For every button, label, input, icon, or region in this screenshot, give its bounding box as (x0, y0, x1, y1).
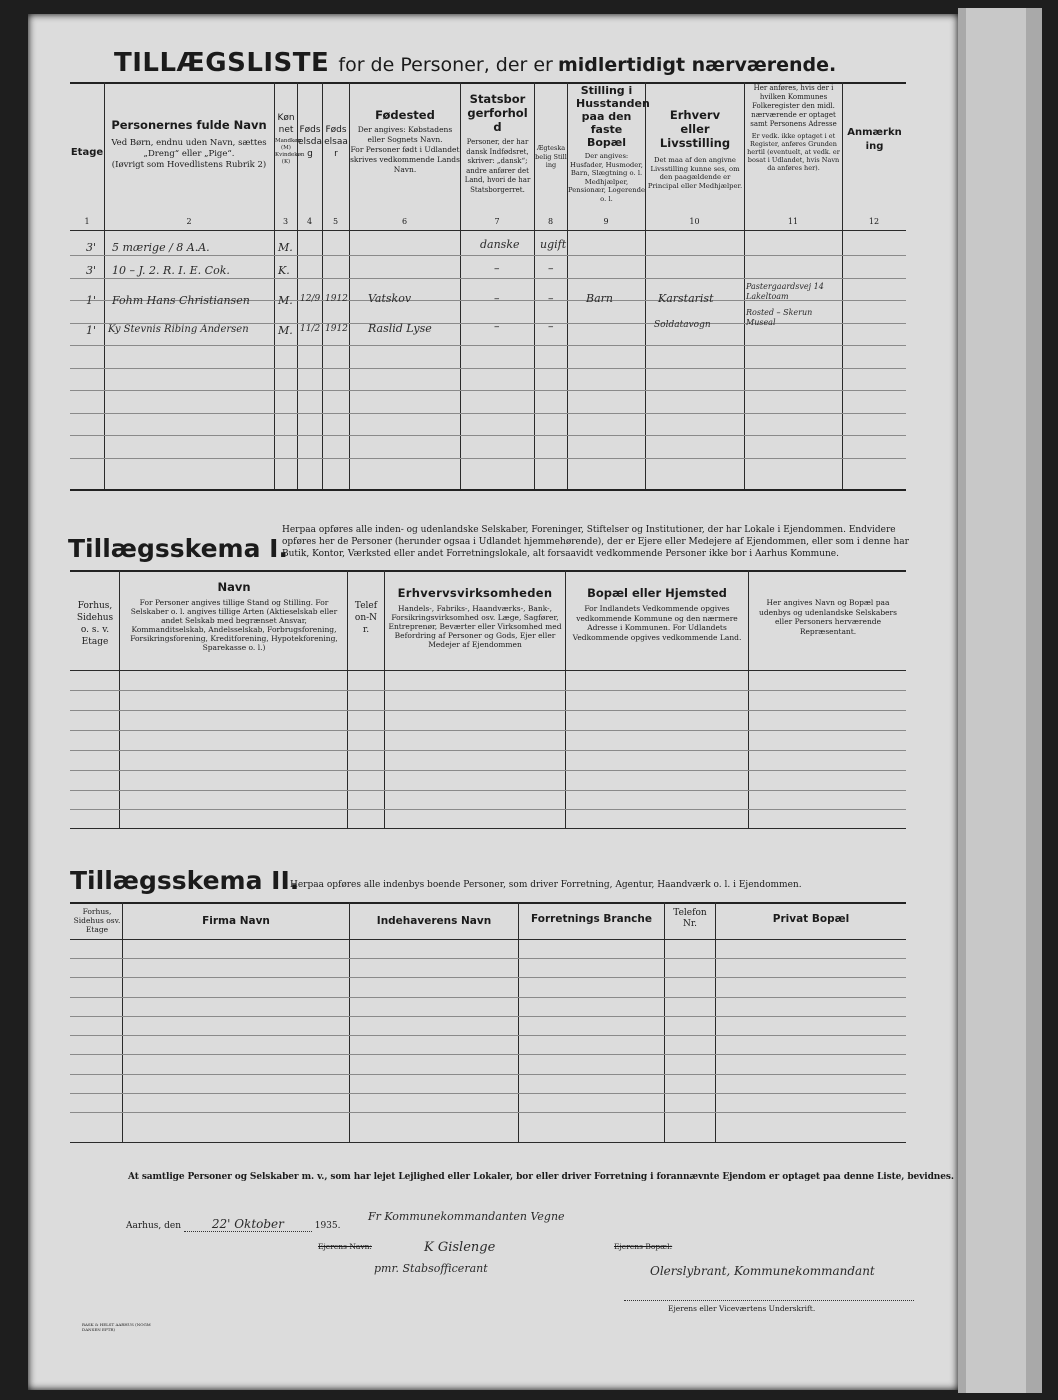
cell-adresse: Pastergaardsvej 14 Lakeltoam (746, 282, 824, 301)
cell-navn: Ky Stevnis Ribing Andersen (108, 324, 249, 335)
footer-statement: At samtlige Personer og Selskaber m. v., som har lejet Lejlighed eller Lokaler, bor eller driver Forretning i forannævnte Ejendom er optaget paa denne Liste, bevidnes. (128, 1172, 954, 1182)
form-page (28, 14, 958, 1390)
skema1-col-bopael (569, 586, 745, 642)
cell-koen: M. (278, 294, 293, 307)
skema2-desc: Herpaa opføres alle indenbys boende Personer, som driver Forretning, Agentur, Haandværk o. l. i Ejendommen. (290, 880, 802, 890)
cell-stat: – (494, 262, 500, 275)
cell-erhverv: Karstarist (658, 292, 714, 305)
hdr-anm: Anmærkning (847, 127, 902, 152)
col-num-4: 4 (306, 217, 313, 226)
skema1-navn-title: Navn (217, 580, 251, 594)
hdr-koen-title: Kønnet (277, 113, 295, 135)
book-gutter (958, 8, 1042, 1393)
footer-sig2: Olerslybrant, Kommunekommandant (650, 1264, 875, 1278)
hdr-stat-note: Personer, der har dansk Indfødsret, skriver: „dansk“; andre anfører det Land, hvori de har Statsborgerret. (464, 138, 531, 194)
hdr-foedested-note: Der angives: Købstadens eller Sognets Navn. For Personer født i Udlandet skrives vedkommende Lands Navn. (350, 125, 460, 174)
hdr-erhverv-note: Det maa af den angivne Livsstilling kunne ses, om den paagældende er Principal eller Medhjælper. (647, 156, 743, 190)
cell-dag: 11/2 (300, 324, 321, 334)
skema1-title: Tillægsskema I. (68, 534, 288, 563)
cell-etage: 1' (86, 324, 97, 337)
footer-sig1b: pmr. Stabsofficerant (374, 1262, 488, 1275)
col-num-10: 10 (689, 217, 700, 226)
hdr-aegt: Ægteskabelig Stilling (535, 144, 567, 169)
cell-aar: 1912 (325, 294, 348, 304)
col-num-12: 12 (868, 217, 880, 226)
cell-etage: 3' (86, 241, 97, 254)
skema1-erhverv-title: Erhvervsvirksomheden (397, 586, 553, 600)
hdr-koen-note: Mandkøn (M) Kvindekøn (K) (275, 138, 305, 165)
hdr-stilling-title: Stilling i Husstanden paa den faste Bopæl (576, 84, 650, 149)
hdr-foedested-title: Fødested (375, 108, 435, 122)
footer-on-behalf: Fr Kommunekommandanten Vegne (368, 1210, 565, 1223)
footer-ejerens-bopael: Ejerens Bopæl: (614, 1242, 673, 1251)
hdr-etage: Etage (70, 147, 104, 158)
col-num-1: 1 (84, 217, 90, 226)
footer-date-line (126, 1217, 341, 1232)
col-num-3: 3 (282, 217, 289, 226)
skema2-col-firma: Firma Navn (202, 915, 270, 927)
skema1-col-navn (124, 580, 344, 652)
footer-date-hand: 22' Oktober (184, 1217, 312, 1232)
hdr-stat-title: Statsborgerforhold (467, 92, 528, 134)
skema1-bopael-note: For Indlandets Vedkommende opgives vedkommende Kommune og den nærmere Adresse i Kommunen. For Udlandets Vedkommende opgives vedkommende Land. (572, 604, 742, 642)
skema2-col-etage: Forhus, Sidehus osv. Etage (73, 907, 121, 934)
cell-stat: – (494, 292, 500, 305)
cell-etage: 3' (86, 264, 97, 277)
skema1-navn-note: For Personer angives tillige Stand og Stilling. For Selskaber o. l. angives tillige Arten (Aktieselskab eller andet Selskab med begrænset Ansvar, Kommanditselskab, Andelsselskab, Forbrugsforening, Forsikringsforening, Kreditforening, Hypotekforening, Sparekasse o. l.) (130, 598, 338, 652)
footer-year-prefix: 193 (314, 1221, 332, 1231)
hdr-navn (106, 118, 272, 171)
skema1-erhverv-note: Handels-, Fabriks-, Haandværks-, Bank-, Forsikringsvirksomhed osv. Læge, Sagfører, Entreprenør, Beværter eller Virksomhed med Befordring af Personer og Gods, Ejer eller Medejer af Ejendommen (388, 604, 562, 649)
cell-navn: 10 – J. 2. R. I. E. Cok. (112, 264, 230, 277)
skema2-col-telefon: Telefon Nr. (673, 908, 707, 929)
hdr-foedested (350, 108, 460, 175)
hdr-stilling-note: Der angives: Husfader, Husmoder, Barn, Slægtning o. l. Medhjælper, Pensionær, Logerende o. l. (568, 152, 646, 203)
skema1-bopael-title: Bopæl eller Hjemsted (587, 586, 727, 600)
skema2-col-bopael: Privat Bopæl (772, 913, 850, 925)
hdr-navn-note: Ved Børn, endnu uden Navn, sættes „Dreng“ eller „Pige“. (Iøvrigt som Hovedlistens Rubrik 2) (111, 138, 267, 170)
cell-aegt: – (548, 262, 554, 275)
skema1-col-repr: Her angives Navn og Bopæl paa udenbys og udenlandske Selskabers eller Personers herværende Repræsentant. (758, 598, 897, 636)
cell-koen: K. (278, 264, 290, 277)
col-num-9: 9 (603, 217, 609, 226)
cell-erhverv: Soldatavogn (654, 320, 711, 330)
cell-aegt: – (548, 292, 554, 305)
hdr-stilling (568, 84, 650, 203)
cell-sted: Vatskov (368, 292, 412, 305)
hdr-dag: Fødselsdag (298, 125, 322, 159)
hdr-adresse-note: Er vedk. ikke optaget i et Register, anføres Grunden hertil (eventuelt, at vedk. er bosat i Udlandet, hvis Navn da anføres her). (747, 132, 840, 172)
hdr-erhverv-title: Erhverv eller Livsstilling (659, 108, 731, 150)
col-num-7: 7 (494, 217, 500, 226)
hdr-erhverv (646, 108, 744, 190)
cell-aar: 1912 (325, 324, 348, 334)
col-num-5: 5 (332, 217, 339, 226)
footer-sig1: K Gislenge (424, 1240, 496, 1255)
col-num-2: 2 (186, 217, 192, 226)
hdr-stat (461, 92, 534, 195)
title-bold: TILLÆGSLISTE (114, 48, 330, 78)
cell-aegt: ugift (540, 238, 567, 251)
footer-ejerens-navn: Ejerens Navn: (318, 1242, 372, 1251)
skema2-title: Tillægsskema II. (70, 866, 300, 895)
skema2-col-branche: Forretnings Branche (531, 913, 652, 925)
title-middle: for de Personer, der er (338, 54, 553, 76)
cell-navn: Fohm Hans Christiansen (112, 294, 250, 307)
skema1-col-etage: Forhus, Sidehus o. s. v. Etage (76, 601, 114, 647)
cell-adresse: Rosted – Skerun Museal (746, 308, 813, 327)
cell-sted: Raslid Lyse (368, 322, 432, 335)
cell-stilling: Barn (586, 292, 613, 305)
footer-underskrift: Ejerens eller Viceværtens Underskrift. (668, 1304, 816, 1313)
hdr-adresse-title: Her anføres, hvis der i hvilken Kommunes Folkeregister den midl. nærværende er optaget samt Personens Adresse (750, 84, 837, 128)
skema1-col-erhverv (388, 586, 562, 649)
title-bold2: midlertidigt nærværende. (557, 54, 837, 76)
footer-place: Aarhus, den (126, 1221, 181, 1231)
footer-year-hand: 5. (331, 1221, 341, 1231)
skema1-col-telefon: Telefon-Nr. (354, 601, 378, 635)
cell-dag: 12/9 (300, 294, 321, 304)
col-num-8: 8 (547, 217, 554, 226)
skema2-col-indehaver: Indehaverens Navn (376, 915, 492, 927)
skema1-desc: Herpaa opføres alle inden- og udenlandske Selskaber, Foreninger, Stiftelser og Institutioner, der har Lokale i Ejendommen. Endvidere opføres her de Personer (herunder ogsaa i Udlandet hjemmehørende), der er Ejere eller Medejere af Ejendommen, eller som i denne har Butik, Kontor, Værksted eller andet Forretningslokale, alt forsaavidt vedkommende Personer ikke bor i Aarhus Kommune. (282, 525, 909, 559)
cell-stat: danske (480, 238, 520, 251)
col-num-6: 6 (401, 217, 408, 226)
hdr-koen (275, 112, 305, 166)
hdr-navn-title: Personernes fulde Navn (111, 118, 267, 132)
cell-etage: 1' (86, 294, 97, 307)
cell-navn: 5 mærige / 8 A.A. (112, 241, 210, 254)
hdr-adresse (745, 84, 842, 172)
cell-stat: – (494, 320, 500, 333)
cell-koen: M. (278, 241, 293, 254)
col-num-11: 11 (787, 217, 799, 226)
hdr-aar: Fødselsaar (324, 125, 348, 159)
cell-aegt: – (548, 320, 554, 333)
printer-mark: RASK & HELST AARHUS (NOGM DANSEN EFTR) (82, 1322, 151, 1332)
main-title (114, 48, 836, 78)
cell-koen: M. (278, 324, 293, 337)
